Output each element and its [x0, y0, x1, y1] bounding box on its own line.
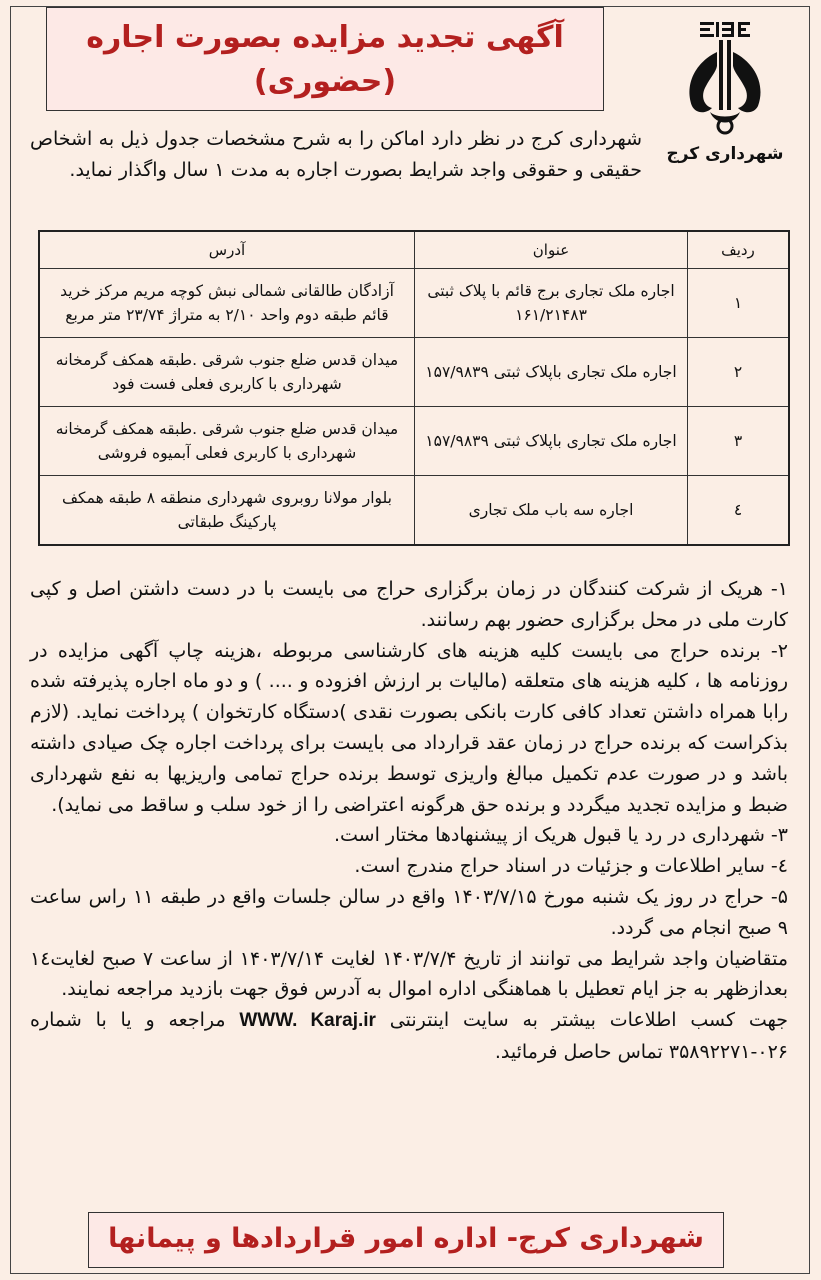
row-number: ۲ [688, 338, 790, 407]
row-number: ۱ [688, 269, 790, 338]
row-address: میدان قدس ضلع جنوب شرقی .طبقه همکف گرمخانه شهرداری با کاربری فعلی فست فود [39, 338, 415, 407]
row-number: ۳ [688, 407, 790, 476]
condition-2: ۲- برنده حراج می بایست کلیه هزینه های کارشناسی مربوطه ،هزینه چاپ آگهی مزایده در روزنامه ها ، کلیه هزینه های متعلقه (مالیات بر ارزش افزوده و .... ) و دو ماه اجاره پذیرفته شده رابا همراه داشتن تعداد کافی کارت بانکی بصورت نقدی )دستگاه کارتخوان ) پرداخت نماید. (لازم بذکراست که برنده حراج در زمان عقد قرارداد می بایست برای پرداخت اجاره چک صیادی داشته باشد و در صورت عدم تکمیل مبالغ واریزی توسط برنده حراج تمامی واریزیها به نفع شهرداری ضبط و مزایده تجدید میگردد و برنده حق هرگونه اعتراضی را از خود سلب و ساقط می نماید). [30, 639, 788, 816]
row-title: اجاره ملک تجاری برج قائم با پلاک ثبتی ۱۶۱/۲۱۴۸۳ [415, 269, 688, 338]
row-title: اجاره سه باب ملک تجاری [415, 476, 688, 546]
table-row [39, 476, 789, 546]
header-title: عنوان [415, 231, 688, 269]
footer-banner: شهرداری کرج- اداره امور قراردادها و پیمانها [88, 1212, 724, 1268]
row-number: ٤ [688, 476, 790, 546]
row-address: بلوار مولانا روبروی شهرداری منطقه ۸ طبقه همکف پارکینگ طبقاتی [39, 476, 415, 546]
properties-table [38, 230, 790, 546]
notice-subtitle: (حضوری) [253, 64, 397, 99]
logo-caption: شهرداری کرج [666, 144, 784, 164]
condition-1: ۱- هریک از شرکت کنندگان در زمان برگزاری حراج می بایست با در دست داشتن اصل و کپی کارت ملی در محل برگزاری حضور بهم رسانند. [30, 578, 788, 631]
row-title: اجاره ملک تجاری باپلاک ثبتی ۱۵۷/۹۸۳۹ [415, 407, 688, 476]
municipality-logo [660, 22, 790, 170]
conditions-section [30, 574, 788, 1068]
intro-paragraph: شهرداری کرج در نظر دارد اماکن را به شرح مشخصات جدول ذیل به اشخاص حقیقی و حقوقی واجد شرایط بصورت اجاره به مدت ۱ سال واگذار نماید. [30, 128, 642, 181]
contact-paragraph [30, 1005, 788, 1068]
table-row [39, 338, 789, 407]
notice-title: آگهی تجدید مزایده بصورت اجاره [86, 20, 564, 55]
condition-5: ۵- حراج در روز یک شنبه مورخ ۱۴۰۳/۷/۱۵ واقع در سالن جلسات واقع در طبقه ۱۱ راس ساعت ۹ صبح انجام می گردد. [30, 885, 788, 939]
row-address: میدان قدس ضلع جنوب شرقی .طبقه همکف گرمخانه شهرداری با کاربری فعلی آبمیوه فروشی [39, 407, 415, 476]
table-row [39, 407, 789, 476]
header-row-number: ردیف [688, 231, 790, 269]
contact-text-before: جهت کسب اطلاعات بیشتر به سایت اینترنتی [375, 1009, 789, 1032]
contact-text-after: مراجعه و یا با شماره ۰۲۶-۳۵۸۹۲۲۷۱ تماس حاصل فرمائید. [30, 1009, 788, 1063]
condition-4: ٤- سایر اطلاعات و جزئیات در اسناد حراج مندرج است. [354, 855, 788, 878]
karaj-emblem-icon [682, 22, 768, 142]
visit-notice: متقاضیان واجد شرایط می توانند از تاریخ ۱۴۰۳/۷/۴ لغایت ۱۴۰۳/۷/۱۴ از ساعت ۷ صبح لغایت۱٤ بعدازظهر به جز ایام تعطیل با هماهنگی اداره اموال به آدرس فوق جهت بازدید مراجعه نمایند. [30, 947, 788, 1001]
condition-3: ۳- شهرداری در رد یا قبول هریک از پیشنهادها مختار است. [333, 824, 788, 847]
table-header-row [39, 231, 789, 269]
row-title: اجاره ملک تجاری باپلاک ثبتی ۱۵۷/۹۸۳۹ [415, 338, 688, 407]
notice-title-box [46, 7, 604, 111]
table-row [39, 269, 789, 338]
header-address: آدرس [39, 231, 415, 269]
row-address: آزادگان طالقانی شمالی نبش کوچه مریم مرکز خرید قائم طبقه دوم واحد ۲/۱۰ به متراژ ۲۳/۷۴ متر مربع [39, 269, 415, 338]
website-link[interactable]: WWW. Karaj.ir [239, 1010, 376, 1032]
